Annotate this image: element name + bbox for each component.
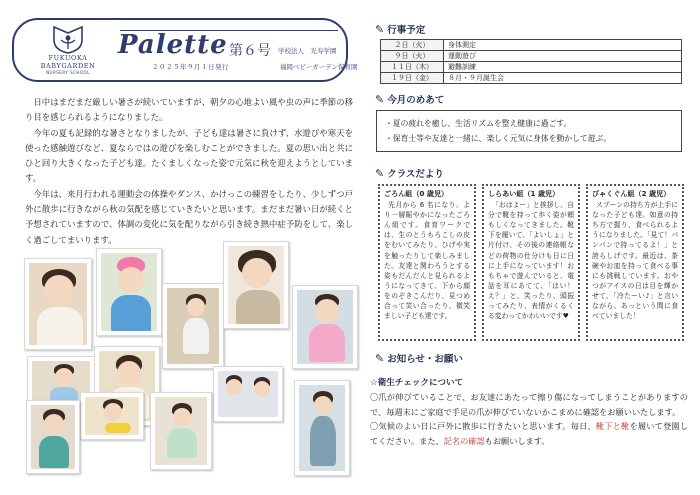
photo-child-standing-room — [162, 283, 224, 369]
notice-heading-text: お知らせ・お願い — [387, 354, 463, 365]
schedule-heading — [375, 22, 425, 36]
schedule-heading-text: 行事予定 — [387, 25, 426, 36]
notice-highlight: 靴下と靴 — [595, 421, 630, 432]
class-card-shiraai — [482, 184, 580, 341]
aim-item: ・夏の疲れを癒し、生活リズムを整え健康に過ごす。 — [385, 119, 572, 128]
logo-name: FUKUOKA BABYGARDEN — [40, 54, 96, 70]
school-logo — [20, 24, 116, 78]
issue-number: 第６号 — [229, 43, 271, 59]
class-card-gorongumi — [378, 184, 476, 341]
notice-title: ☆衛生チェックについて — [370, 378, 464, 388]
table-row — [381, 51, 682, 62]
notice-text: もお願いします。 — [484, 435, 550, 446]
photo-toddler-pink-hat — [96, 248, 162, 336]
notice-paragraph: 〇爪が伸びていることで、お友達にあたって擦り傷になってしまうことがありますので、毎週末にご家庭で手足の爪が伸びていないかこまめに確認をお願いいたします。 — [370, 392, 688, 417]
school-name: 福岡ベビーガーデン保育園 — [280, 63, 358, 71]
class-card-body: 「おはよー」と挨拶し、自分で靴を持って歩く姿が頼もしくなってきました。靴下を履いて、「よいしょ」と片付け、その後の連絡帳などの荷物の仕分けも日に日に上手になっています！おもちゃで遊んでいると、電話を耳にあてて、「はい！え？」と、笑ったり、頭振ってみたり、表情がくるくる変わってかわいいです♥ — [488, 201, 574, 321]
photo-baby-drinking — [24, 258, 92, 350]
aim-box — [376, 110, 682, 152]
schedule-date: １１日（木） — [381, 62, 444, 73]
intro-paragraph: 今年は、来月行われる運動会の体操やダンス、かけっこの練習をしたり、少しずつ戸外に散歩に行きながら秋の気配を感じていきたいと思います。まだまだ暑い日が続くと予想されていますので、体調の変化に気を配りながら引き続き熱中症予防をして、楽しく過ごしてまいります。 — [25, 188, 353, 245]
photo-baby-teal-shirt — [26, 400, 80, 474]
photo-baby-sitting-floor — [150, 392, 212, 470]
schedule-event: ８月・９月誕生会 — [444, 73, 682, 84]
newsletter-title: Palette — [118, 30, 228, 60]
pencil-icon: ✎ — [375, 166, 385, 180]
photo-toddler-corn-cob — [80, 392, 144, 440]
schedule-event: 運動遊び — [444, 51, 682, 62]
logo-sub: NURSERY SCHOOL — [46, 70, 90, 75]
notice-highlight: 記名の確認 — [443, 435, 485, 446]
notice-text: 〇気候のよい日に戸外に散歩に行きたいと思います。毎日、 — [370, 421, 596, 432]
aim-item: ・保育士等や友達と一緒に、楽しく元気に身体を動かして遊ぶ。 — [385, 134, 612, 143]
notice-body — [370, 390, 688, 448]
class-card-title: ごろん組（0 歳児） — [384, 189, 449, 198]
pencil-icon: ✎ — [375, 92, 385, 106]
corporation-name: 学校法人 光寿学園 — [278, 47, 337, 55]
schedule-event: 身体測定 — [444, 40, 682, 51]
aim-heading-text: 今月のめあて — [387, 95, 445, 106]
class-card-body: スプーンの持ち方が上手になった子ども達。如意の持ち方で握り、食べられるようになりました。「見て！パンパンで持ってるよ！」と誇らしげです。最近は、茶碗やお皿を持って食べる事にも挑戦しています。おやつがアイスの日は目を輝かせて、「冷たーい♪」と言いながら、あっという間に食べていました！ — [592, 201, 678, 321]
table-row — [381, 73, 682, 84]
notice-text: を履いて登園してください。また、 — [370, 421, 688, 446]
photo-girl-pigtails — [223, 241, 289, 329]
class-card-title: びゃくぐん組（2 歳児） — [592, 189, 671, 198]
notice-paragraph — [370, 419, 688, 448]
schedule-table — [380, 39, 682, 84]
intro-paragraph: 今年の夏も記録的な暑さとなりましたが、子ども達は暑さに負けず、水遊びや寒天を使った感触遊びなど、夏ならではの遊びを楽しむことができました。夏の思い出と共にひと回り大きくなった子ども達。たくましくなった姿で元気に秋を迎えようとしています。 — [25, 127, 353, 184]
table-row — [381, 62, 682, 73]
class-heading-text: クラスだより — [387, 169, 444, 180]
class-card-byakugun — [586, 184, 684, 341]
intro-text — [25, 95, 353, 248]
aim-heading — [375, 92, 444, 106]
class-card-body: 先月から 6 名になり、より一層賑やかになったごろん組です。食育ワークでは、生のとうもろこしの皮をむいてみたり、ひげや実を触ったりして楽しみました。友達と関わろうとする姿もだんだんと見られるようになってきて、下から顔をのぞきこんだり、見つめ合って笑い合ったり、微笑ましい子ども達です。 — [384, 201, 470, 321]
schedule-date: ２日（火） — [381, 40, 444, 51]
class-card-title: しらあい組（1 歳児） — [488, 189, 560, 198]
table-row — [381, 40, 682, 51]
class-heading — [375, 166, 444, 180]
pencil-icon: ✎ — [375, 351, 385, 365]
schedule-date: １９日（金） — [381, 73, 444, 84]
photo-baby-bib-table — [292, 285, 358, 369]
crest-icon — [49, 24, 87, 54]
photo-child-standing-window — [294, 380, 350, 476]
photo-toddlers-blocks — [213, 366, 283, 422]
schedule-date: ９日（火） — [381, 51, 444, 62]
intro-paragraph: 日中はまだまだ厳しい暑さが続いていますが、朝夕の心地よい風や虫の声に季節の移り目を感じられるようになりました。 — [25, 97, 353, 123]
notice-heading — [375, 351, 463, 365]
pencil-icon: ✎ — [375, 22, 385, 36]
schedule-event: 避難訓練 — [444, 62, 682, 73]
issue-date: ２０２５年９月１日発行 — [152, 63, 229, 71]
